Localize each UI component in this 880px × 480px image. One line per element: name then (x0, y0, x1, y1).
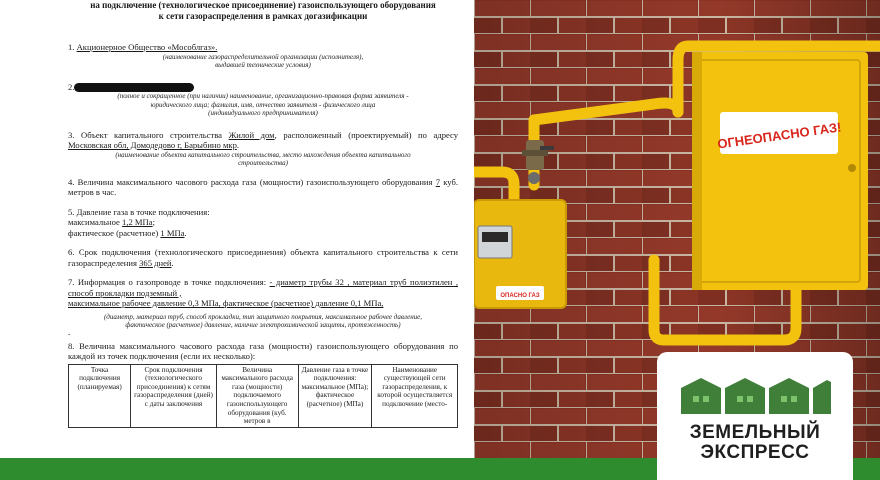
document-title (68, 0, 458, 22)
connection-points-table (68, 364, 458, 428)
item-2-caption: (полное и сокращенное (при наличии) наименование, организационно-правовая форма заявителя - юридического лица; фамилия, имя, отчество заявителя - физического лица (индивидуального предпринимателя) (117, 92, 409, 118)
max-pressure: 1,2 МПа (122, 217, 153, 228)
redacted-applicant-name (74, 83, 194, 92)
max-gas-flow: 7 (435, 176, 441, 187)
item-1: 1. Акционерное Общество «Мособлгаз». (наименование газораспределительной организации (исполнителя), выдавшей технические условия) (68, 42, 458, 70)
table-header-row (69, 364, 458, 427)
gas-cabinet (692, 52, 868, 290)
pipeline-info-1: - диаметр трубы 32 , материал труб полиэтилен , способ прокладки подземный , (68, 277, 458, 298)
houses-logo-icon (657, 352, 853, 422)
item-7: 7. Информация о газопроводе в точке подключения: - диаметр трубы 32 , материал труб полиэтилен , способ прокладки подземный , максимальное рабочее давление 0,3 МПа, фактическое (расчетное) давление 0,1 МПа, (диаметр, материал труб, способ прокладки, тип защитного покрытия, максимальное рабочее давление, фактическое (расчетное) давление, наличие электрохимической защиты, протяженность) - (68, 277, 458, 338)
logo-line-1: ЗЕМЕЛЬНЫЙ (689, 422, 821, 443)
pipeline-info-2: максимальное рабочее давление 0,3 МПа, фактическое (расчетное) давление 0,1 МПа, (68, 298, 384, 309)
item-2: 2. (полное и сокращенное (при наличии) наименование, организационно-правовая форма заявителя - юридического лица; фамилия, имя, отчество заявителя - физического лица (индивидуального предпринимателя) (68, 82, 458, 118)
table-header-cell: Давление газа в точке подключения: максимальное (МПа); фактическое (расчетное) (МПа) (298, 364, 372, 427)
logo-line-2: ЭКСПРЕСС (700, 442, 810, 463)
item-1-caption: (наименование газораспределительной организации (исполнителя), выдавшей технические условия) (162, 52, 364, 69)
small-box-warning: ОПАСНО ГАЗ (500, 293, 540, 299)
dash-mark: - (68, 329, 71, 338)
table-header-cell: Срок подключения (технологического присоединения) к сетям газораспределения (дней) с даты заключения (131, 364, 217, 427)
table-header-cell: Величина максимального расхода газа (мощности) подключаемого газоиспользующего оборудования (куб. метров в (216, 364, 298, 427)
title-line-1: на подключение (технологическое присоединение) газоиспользующего оборудования (90, 0, 436, 10)
brand-logo (657, 352, 853, 480)
gas-org-name: Акционерное Общество «Мособлгаз». (76, 42, 218, 52)
item-7-caption: (диаметр, материал труб, способ прокладки, тип защитного покрытия, максимальное рабочее давление, фактическое (расчетное) давление, наличие электрохимической защиты, протяженность) (103, 312, 423, 330)
small-meter-box (474, 200, 566, 308)
table-header-cell: Наименование существующей сети газораспределения, к которой осуществляется подключение (место- (372, 364, 458, 427)
title-line-2: к сети газораспределения в рамках догазификации (158, 11, 368, 21)
item-6: 6. Срок подключения (технологического присоединения) объекта капитального строительства к сети газораспределения 365 дней. (68, 247, 458, 268)
object-type: Жилой дом (228, 129, 275, 140)
document-body (0, 0, 474, 428)
object-address: Московская обл, Домодедово г, Барыбино мкр (68, 140, 237, 151)
actual-pressure: 1 МПа (160, 227, 185, 238)
item-5: 5. Давление газа в точке подключения: максимальное 1,2 МПа; фактическое (расчетное) 1 МПа. (68, 206, 210, 238)
warning-sign-text: ОГНЕОПАСНО ГАЗ! (716, 119, 843, 152)
table-header-cell: Точка подключения (планируемая) (69, 364, 131, 427)
connection-term: 365 дней (139, 257, 172, 268)
item-3-caption: (наименование объекта капитального строительства, место нахождения объекта капитального строительства) (115, 150, 411, 168)
item-8: 8. Величина максимального часового расхода газа (мощности) газоиспользующего оборудования по каждой из точек подключения (если их несколько): (68, 340, 458, 362)
item-4: 4. Величина максимального часового расхода газа (мощности) газоиспользующего оборудования 7 куб. метров в час. (68, 176, 458, 198)
item-3: 3. Объект капитального строительства Жилой дом, расположенный (проектируемый) по адресу Московская обл, Домодедово г, Барыбино мкр. (наименование объекта капитального строительства, место нахождения объекта капитального строительства) (68, 129, 459, 168)
